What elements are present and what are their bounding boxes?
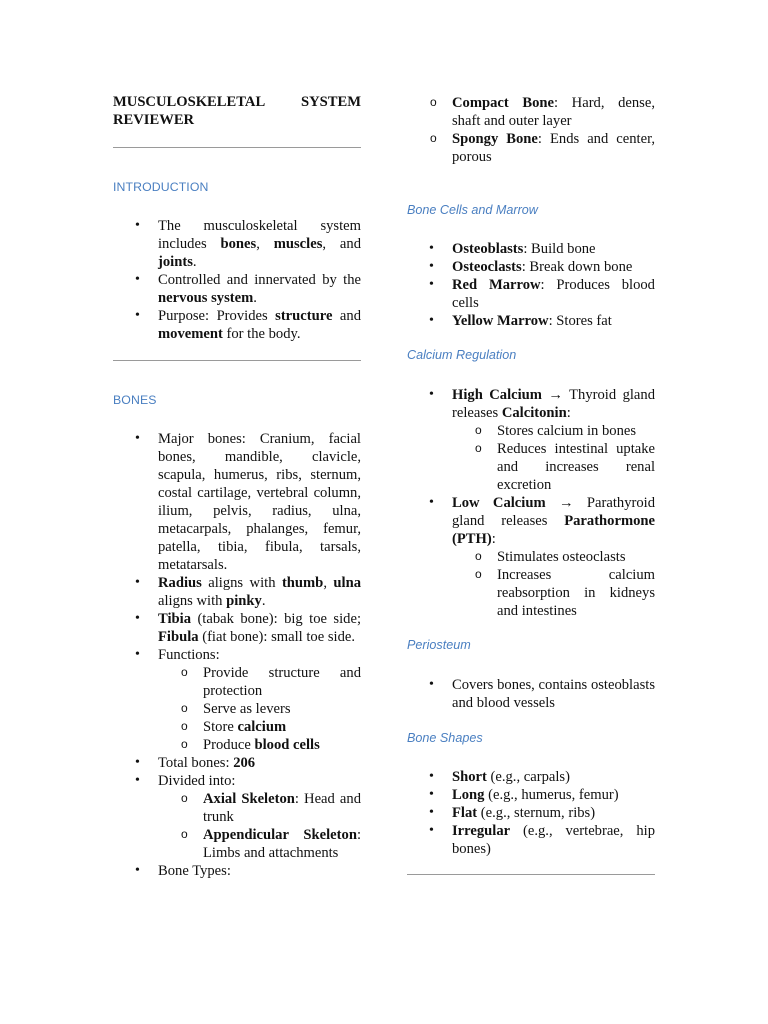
sub-list <box>158 790 361 862</box>
list-item <box>113 430 361 574</box>
bold-text: 206 <box>233 755 256 771</box>
sub-list-item <box>452 566 655 620</box>
bold-text: nervous system <box>158 290 254 306</box>
sub-list <box>452 548 655 620</box>
text-run: (e.g., carpals) <box>486 769 570 785</box>
bold-text: muscles <box>273 236 323 252</box>
bones-list <box>113 430 361 880</box>
section-heading-calcium: Calcium Regulation <box>407 348 517 362</box>
list-item-container <box>407 94 655 166</box>
periosteum-list <box>407 676 655 712</box>
text-run: Purpose: Provides <box>158 308 276 324</box>
text-run: Store <box>203 719 238 735</box>
text-run: → Parathyroid gland releases <box>452 495 655 529</box>
text-run: : Build bone <box>523 241 596 257</box>
bold-text: blood cells <box>254 737 320 753</box>
section-heading-introduction: INTRODUCTION <box>113 180 209 194</box>
bold-text: Spongy Bone <box>452 131 538 147</box>
list-item <box>113 217 361 271</box>
bold-text: Calcitonin <box>501 405 567 421</box>
bone-types-sublist <box>407 94 655 166</box>
text-run: , <box>256 236 274 252</box>
section-heading-periosteum: Periosteum <box>407 638 471 652</box>
section-heading-bone-shapes: Bone Shapes <box>407 731 483 745</box>
text-run: aligns with <box>201 575 282 591</box>
text-run: aligns with <box>158 593 227 609</box>
text-run: Functions: <box>158 647 220 663</box>
text-run: : Limbs and attachments <box>203 827 361 861</box>
list-item <box>407 240 655 258</box>
bold-text: structure <box>275 308 333 324</box>
bold-text: joints <box>158 254 193 270</box>
list-item <box>113 754 361 772</box>
bold-text: Irregular <box>452 823 511 839</box>
sub-list-item <box>407 94 655 130</box>
text-run: → Thyroid gland releases <box>452 387 655 421</box>
bold-text: bones <box>220 236 257 252</box>
sub-list-item <box>158 700 361 718</box>
list-item <box>407 786 655 804</box>
text-run: : Head and trunk <box>203 791 362 825</box>
bold-text: Yellow Marrow <box>452 313 549 329</box>
section-heading-bones: BONES <box>113 393 157 407</box>
list-item <box>113 862 361 880</box>
bold-text: calcium <box>237 719 287 735</box>
text-run: Controlled and innervated by the <box>158 272 361 288</box>
list-item <box>407 494 655 620</box>
sub-list-item <box>452 440 655 494</box>
list-item <box>407 386 655 494</box>
bone-shapes-list <box>407 768 655 858</box>
text-run: Serve as levers <box>203 701 291 717</box>
sub-list-item <box>452 548 655 566</box>
document-title <box>113 93 361 129</box>
title-line-2: REVIEWER <box>113 112 195 128</box>
text-run: Divided into: <box>158 773 236 789</box>
text-run: Increases calcium reabsorption in kidneys and intestines <box>497 567 655 619</box>
text-run: Produce <box>203 737 255 753</box>
divider <box>113 147 361 148</box>
section-heading-bone-cells: Bone Cells and Marrow <box>407 203 538 217</box>
list-item <box>407 676 655 712</box>
list-item <box>113 646 361 754</box>
text-run: (fiat bone): small toe side. <box>198 629 355 645</box>
bold-text: High Calcium <box>452 387 542 403</box>
text-run: (tabak bone): big toe side; <box>191 611 361 627</box>
text-run: Provide structure and protection <box>203 665 361 699</box>
list-item <box>113 307 361 343</box>
divider <box>113 360 361 361</box>
text-run: Stores calcium in bones <box>497 423 637 439</box>
bold-text: thumb <box>281 575 324 591</box>
list-item <box>407 804 655 822</box>
text-run: : <box>566 405 571 421</box>
bold-text: Osteoblasts <box>452 241 524 257</box>
sub-list-item <box>158 826 361 862</box>
text-run: Reduces intestinal uptake and increases renal excretion <box>497 441 655 493</box>
sub-list-item <box>158 736 361 754</box>
bold-text: movement <box>158 326 223 342</box>
sub-list <box>452 422 655 494</box>
text-run: , <box>323 575 334 591</box>
bold-text: Red Marrow <box>452 277 541 293</box>
text-run: . <box>253 290 257 306</box>
text-run: Total bones: <box>158 755 234 771</box>
list-item <box>407 276 655 312</box>
bold-text: Parathormone (PTH) <box>452 513 655 547</box>
text-run: (e.g., humerus, femur) <box>484 787 619 803</box>
text-run: : Stores fat <box>548 313 612 329</box>
bold-text: pinky <box>226 593 262 609</box>
text-run: Stimulates osteoclasts <box>497 549 626 565</box>
text-run: : <box>491 531 496 547</box>
title-line-1: MUSCULOSKELETAL SYSTEM <box>113 94 361 110</box>
divider <box>407 874 655 875</box>
text-run: : Break down bone <box>521 259 633 275</box>
list-item <box>113 772 361 862</box>
sub-list <box>158 664 361 754</box>
calcium-list <box>407 386 655 620</box>
bold-text: Low Calcium <box>452 495 546 511</box>
sub-list-item <box>158 790 361 826</box>
bold-text: Axial Skeleton <box>203 791 295 807</box>
bold-text: Compact Bone <box>452 95 554 111</box>
list-item <box>407 822 655 858</box>
bold-text: Short <box>452 769 487 785</box>
text-run: and <box>332 308 361 324</box>
list-item <box>113 574 361 610</box>
bone-cells-list <box>407 240 655 330</box>
bold-text: Appendicular Skeleton <box>203 827 357 843</box>
text-run: Covers bones, contains osteoblasts and blood vessels <box>452 677 655 711</box>
text-run: . <box>261 593 266 609</box>
list-item <box>407 312 655 330</box>
text-run: Bone Types: <box>158 863 231 879</box>
text-run: Major bones: Cranium, facial bones, mandible, clavicle, scapula, humerus, ribs, sternum, costal cartilage, vertebral column, ilium, pelvis, radius, ulna, metacarpals, phalanges, femur, patella, tibia, fibula, tarsals, metatarsals. <box>158 431 361 573</box>
bold-text: ulna <box>333 575 361 591</box>
list-item <box>113 271 361 307</box>
bold-text: Radius <box>158 575 202 591</box>
sub-list-item <box>407 130 655 166</box>
list-item <box>407 258 655 276</box>
text-run: The musculoskeletal system includes <box>158 218 361 252</box>
list-item <box>113 610 361 646</box>
bold-text: Flat <box>452 805 478 821</box>
bold-text: Osteoclasts <box>452 259 522 275</box>
text-run: : Hard, dense, shaft and outer layer <box>452 95 655 129</box>
sub-list-item <box>158 664 361 700</box>
text-run: . <box>192 254 197 270</box>
list-item <box>407 768 655 786</box>
bold-text: Long <box>452 787 485 803</box>
bone-types-list <box>407 94 655 166</box>
text-run: : Produces blood cells <box>452 277 655 311</box>
introduction-list <box>113 217 361 343</box>
text-run: : Ends and center, porous <box>452 131 656 165</box>
text-run: for the body. <box>222 326 301 342</box>
bold-text: Tibia <box>158 611 191 627</box>
text-run: (e.g., sternum, ribs) <box>477 805 596 821</box>
sub-list-item <box>158 718 361 736</box>
bold-text: Fibula <box>158 629 199 645</box>
text-run: (e.g., vertebrae, hip bones) <box>452 823 655 857</box>
sub-list-item <box>452 422 655 440</box>
text-run: , and <box>322 236 361 252</box>
